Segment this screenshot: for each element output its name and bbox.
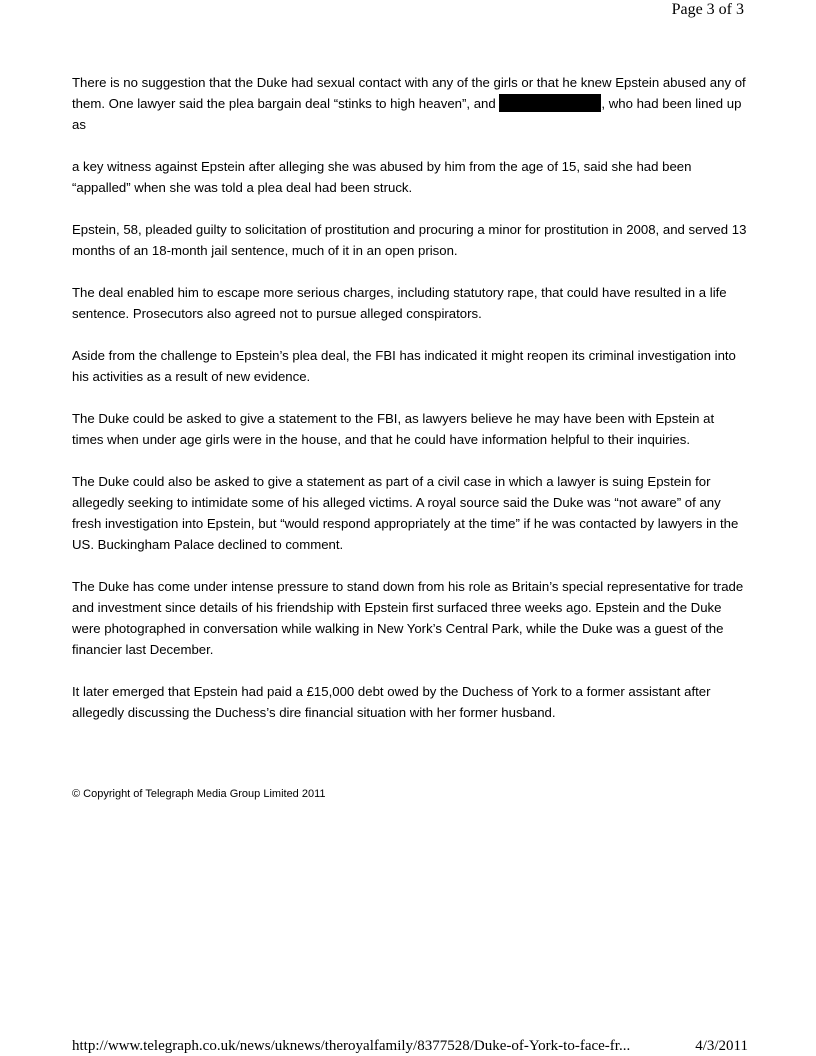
paragraph-5: Aside from the challenge to Epstein’s plea deal, the FBI has indicated it might reopen its criminal investigation into his activities as a result of new evidence. [72, 348, 736, 384]
paragraph-1-text-start: There is no suggestion that the Duke had sexual contact with any of the girls or that he knew Epstein abused any of them. One lawyer said the plea bargain deal “stinks to high heaven”, and [72, 75, 746, 111]
print-date: 4/3/2011 [695, 1038, 748, 1054]
paragraph-3: Epstein, 58, pleaded guilty to solicitation of prostitution and procuring a minor for prostitution in 2008, and served 13 months of an 18-month jail sentence, much of it in an open prison. [72, 222, 747, 258]
paragraph-4: The deal enabled him to escape more serious charges, including statutory rape, that could have resulted in a life sentence. Prosecutors also agreed not to pursue alleged conspirators. [72, 285, 727, 321]
paragraph-8: The Duke has come under intense pressure to stand down from his role as Britain’s special representative for trade and investment since details of his friendship with Epstein first surfaced three weeks ago. Epstein and the Duke were photographed in conversation while walking in New York’s Central Park, while the Duke was a guest of the financier last December. [72, 579, 744, 657]
copyright-notice: © Copyright of Telegraph Media Group Limited 2011 [72, 788, 326, 800]
paragraph-6: The Duke could be asked to give a statement to the FBI, as lawyers believe he may have been with Epstein at times when under age girls were in the house, and that he could have information helpful to their inquiries. [72, 411, 715, 447]
page-number: Page 3 of 3 [671, 1, 744, 18]
source-url[interactable]: http://www.telegraph.co.uk/news/uknews/theroyalfamily/8377528/Duke-of-York-to-face-fr... [72, 1038, 631, 1054]
page-footer [72, 1036, 748, 1056]
paragraph-1 [72, 72, 748, 135]
redaction-block [499, 94, 601, 112]
paragraph-1-text-end: , who had been lined up as [72, 96, 742, 132]
paragraph-9: It later emerged that Epstein had paid a £15,000 debt owed by the Duchess of York to a former assistant after allegedly discussing the Duchess’s dire financial situation with her former husband. [72, 684, 711, 720]
paragraph-7: The Duke could also be asked to give a statement as part of a civil case in which a lawyer is suing Epstein for allegedly seeking to intimidate some of his alleged victims. A royal source said the Duke was “not aware” of any fresh investigation into Epstein, but “would respond appropriately at the time” if he was contacted by lawyers in the US. Buckingham Palace declined to comment. [72, 474, 739, 552]
paragraph-2: a key witness against Epstein after alleging she was abused by him from the age of 15, said she had been “appalled” when she was told a plea deal had been struck. [72, 159, 692, 195]
article-body [72, 72, 748, 744]
